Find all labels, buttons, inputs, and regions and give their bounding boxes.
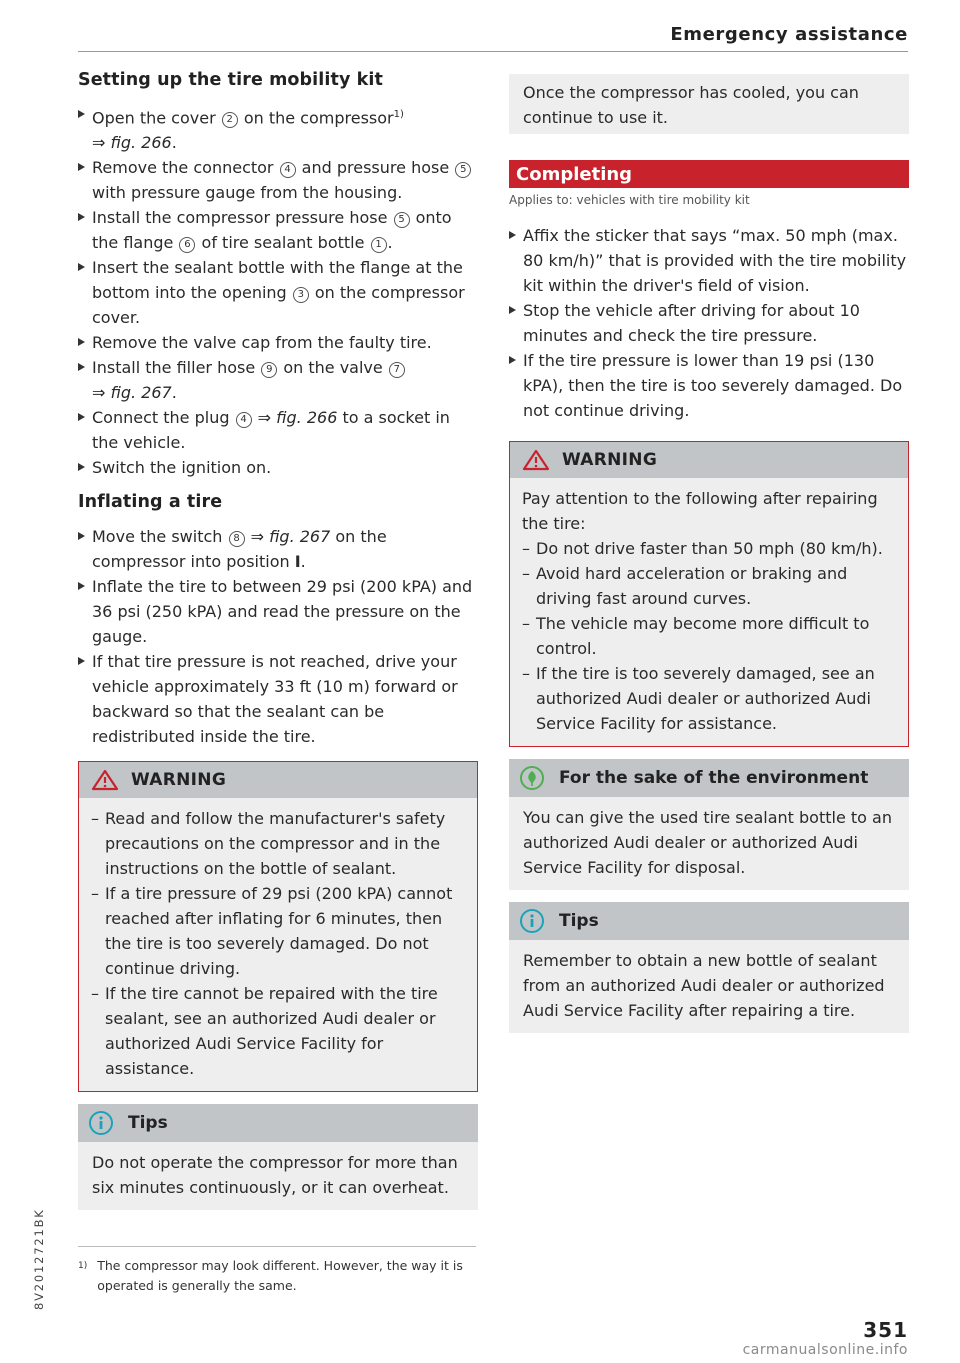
list-item: If the tire pressure is lower than 19 psi (130 kPA), then the tire is too severely damaged. Do not continue driving. — [509, 348, 909, 423]
list-item: – Read and follow the manufacturer's safety precautions on the compressor and in the instructions on the bottle of sealant. — [91, 806, 465, 881]
setup-steps — [78, 102, 478, 480]
inflate-steps — [78, 524, 478, 749]
list-item: Stop the vehicle after driving for about 10 minutes and check the tire pressure. — [509, 298, 909, 348]
info-circle-icon — [88, 1110, 114, 1136]
list-item: Affix the sticker that says “max. 50 mph (max. 80 km/h)” that is provided with the tire mobility kit within the driver's field of vision. — [509, 223, 909, 298]
list-item: Remove the connector 4 and pressure hose 5 with pressure gauge from the housing. — [78, 155, 478, 205]
continuation-box: Once the compressor has cooled, you can continue to use it. — [509, 74, 909, 134]
left-column — [78, 70, 478, 1210]
position-label: I — [294, 552, 301, 572]
list-item: Insert the sealant bottle with the flange at the bottom into the opening 3 on the compressor cover. — [78, 255, 478, 330]
list-item: Install the filler hose 9 on the valve 7 ⇒ fig. 267. — [78, 355, 478, 405]
warning-list — [91, 806, 465, 1081]
page-header-title: Emergency assistance — [670, 24, 908, 45]
list-item: – If the tire cannot be repaired with the tire sealant, see an authorized Audi dealer or authorized Audi Service Facility for assistance. — [91, 981, 465, 1081]
tips-text: Remember to obtain a new bottle of sealant from an authorized Audi dealer or authorized Audi Service Facility after repairing a tire. — [523, 951, 885, 1020]
list-item: – If a tire pressure of 29 psi (200 kPA) cannot reached after inflating for 6 minutes, then the tire is too severely damaged. Do not continue driving. — [91, 881, 465, 981]
warning-triangle-icon — [91, 769, 119, 791]
list-item: – Do not drive faster than 50 mph (80 km/h). — [522, 536, 896, 561]
list-item: If that tire pressure is not reached, drive your vehicle approximately 33 ft (10 m) forward or backward so that the sealant can be redistributed inside the tire. — [78, 649, 478, 749]
section-heading-completing: Completing — [509, 160, 909, 188]
figure-reference-link[interactable]: ⇒ fig. 267 — [92, 383, 172, 403]
environment-header — [509, 759, 909, 797]
callout-number: 2 — [222, 112, 238, 128]
applies-to-note: Applies to: vehicles with tire mobility kit — [509, 193, 750, 207]
callout-number: 4 — [236, 412, 252, 428]
environment-box — [509, 759, 909, 890]
callout-number: 1 — [371, 237, 387, 253]
callout-number: 6 — [179, 237, 195, 253]
footnote-marker: 1) — [393, 109, 404, 120]
callout-number: 8 — [229, 531, 245, 547]
warning-box — [78, 761, 478, 1092]
warning-title: WARNING — [131, 770, 227, 791]
callout-number: 5 — [394, 212, 410, 228]
document-code: 8V2012721BK — [32, 1208, 46, 1310]
list-item: Inflate the tire to between 29 psi (200 kPA) and 36 psi (250 kPA) and read the pressure on the gauge. — [78, 574, 478, 649]
callout-number: 9 — [261, 362, 277, 378]
footnote — [78, 1256, 476, 1296]
tips-header — [509, 902, 909, 940]
warning-intro: Pay attention to the following after repairing the tire: — [522, 489, 878, 533]
list-item: Move the switch 8 ⇒ fig. 267 on the compressor into position I. — [78, 524, 478, 574]
list-item: Open the cover 2 on the compressor$^{1)}$ ⇒ fig. 266. — [78, 102, 478, 155]
tips-box — [509, 902, 909, 1033]
tips-box — [78, 1104, 478, 1210]
tips-text: Do not operate the compressor for more than six minutes continuously, or it can overheat. — [92, 1153, 458, 1198]
info-circle-icon — [519, 908, 545, 934]
watermark: carmanualsonline.info — [742, 1342, 908, 1358]
warning-triangle-icon — [522, 449, 550, 471]
footnote-text: The compressor may look different. However, the way it is operated is generally the same. — [97, 1258, 463, 1293]
environment-title: For the sake of the environment — [559, 768, 869, 788]
section-heading-setup: Setting up the tire mobility kit — [78, 70, 383, 90]
right-column — [509, 70, 909, 1033]
tips-title: Tips — [559, 911, 599, 931]
warning-header — [510, 442, 908, 478]
warning-list — [522, 536, 896, 736]
list-item: – Avoid hard acceleration or braking and driving fast around curves. — [522, 561, 896, 611]
header-divider — [78, 51, 908, 52]
figure-reference-link[interactable]: ⇒ fig. 267 — [250, 527, 331, 547]
list-item: Switch the ignition on. — [78, 455, 478, 480]
environment-text: You can give the used tire sealant bottle to an authorized Audi dealer or authorized Audi Service Facility for disposal. — [523, 808, 892, 877]
figure-reference-link[interactable]: ⇒ fig. 266 — [92, 133, 172, 153]
list-item: – The vehicle may become more difficult to control. — [522, 611, 896, 661]
warning-title: WARNING — [562, 450, 658, 470]
callout-number: 5 — [455, 162, 471, 178]
warning-box — [509, 441, 909, 747]
leaf-circle-icon — [519, 765, 545, 791]
tips-header — [78, 1104, 478, 1142]
warning-header — [79, 762, 477, 798]
callout-number: 7 — [389, 362, 405, 378]
completing-steps — [509, 223, 909, 423]
footnote-divider — [78, 1246, 476, 1247]
section-heading-inflate: Inflating a tire — [78, 492, 223, 513]
callout-number: 3 — [293, 287, 309, 303]
tips-title: Tips — [128, 1113, 168, 1134]
callout-number: 4 — [280, 162, 296, 178]
figure-reference-link[interactable]: ⇒ fig. 266 — [257, 408, 338, 428]
list-item: – If the tire is too severely damaged, see an authorized Audi dealer or authorized Audi Service Facility for assistance. — [522, 661, 896, 736]
list-item: Remove the valve cap from the faulty tire. — [78, 330, 478, 355]
page-number: 351 — [863, 1318, 908, 1342]
footnote-marker: 1) — [78, 1261, 88, 1271]
list-item: Connect the plug 4 ⇒ fig. 266 to a socket in the vehicle. — [78, 405, 478, 455]
list-item: Install the compressor pressure hose 5 onto the flange 6 of tire sealant bottle 1 . — [78, 205, 478, 255]
